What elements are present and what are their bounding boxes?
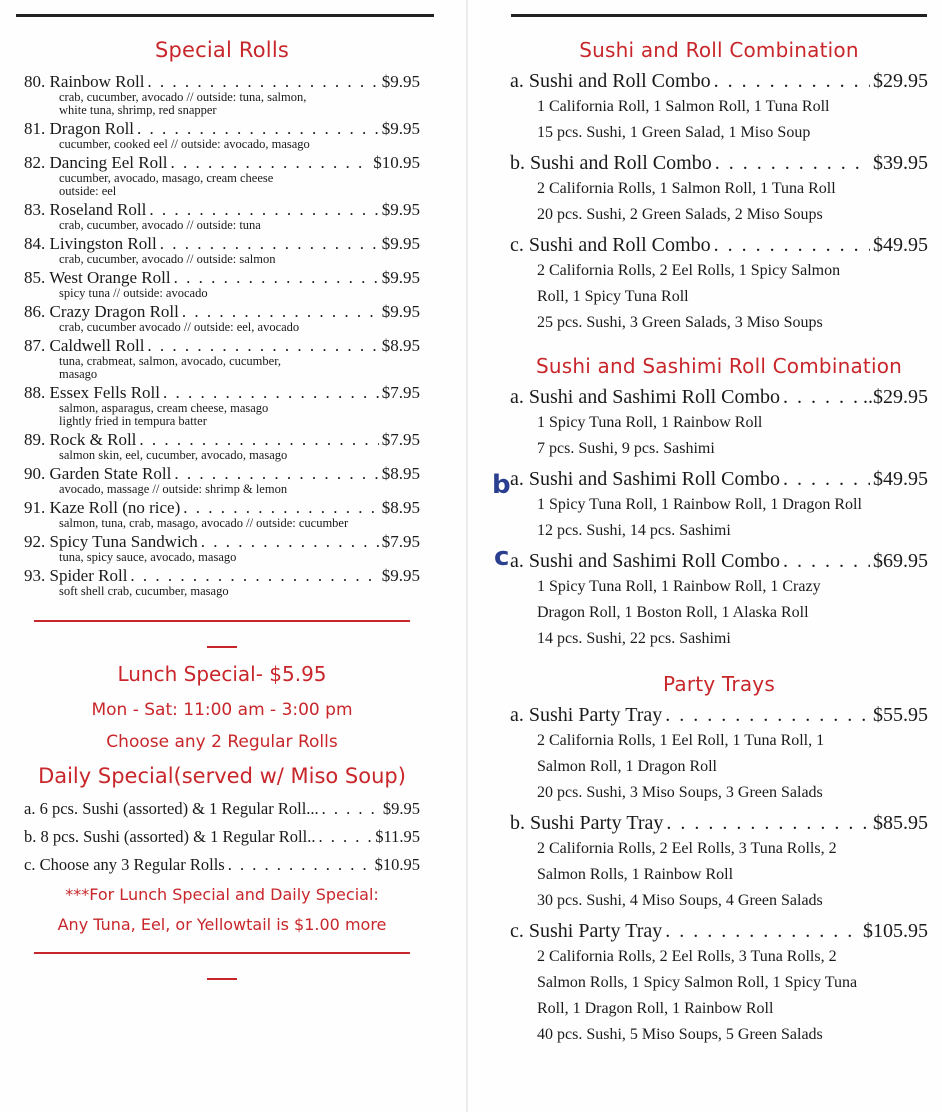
menu-item-line (510, 548, 928, 574)
page-fold (466, 0, 468, 1112)
dot-leader (139, 430, 378, 449)
menu-item-name: 84. Livingston Roll (24, 234, 157, 253)
menu-item-description: crab, cucumber, avocado // outside: salmon (59, 252, 276, 266)
menu-item-description: 1 Spicy Tuna Roll, 1 Rainbow Roll, 1 Dragon Roll (537, 496, 862, 513)
menu-item-name: 80. Rainbow Roll (24, 72, 145, 91)
menu-item-line (24, 852, 420, 878)
dot-leader (715, 150, 870, 176)
menu-item-line (24, 796, 420, 822)
menu-item-description: salmon, tuna, crab, masago, avocado // outside: cucumber (59, 516, 349, 530)
party-trays-list (510, 702, 928, 1048)
menu-item-name: 88. Essex Fells Roll (24, 383, 161, 402)
menu-item (24, 566, 420, 598)
menu-item-price: $9.95 (381, 268, 420, 287)
menu-item-name: 83. Roseland Roll (24, 200, 147, 219)
menu-item (510, 466, 928, 544)
menu-item-name: 87. Caldwell Roll (24, 336, 145, 355)
dot-leader (666, 810, 870, 836)
menu-item-description: outside: eel (59, 184, 117, 198)
dot-leader (163, 383, 379, 402)
dot-leader (714, 232, 870, 258)
menu-item-description: spicy tuna // outside: avocado (59, 286, 208, 300)
menu-item-line (510, 68, 928, 94)
menu-item-name: 85. West Orange Roll (24, 268, 171, 287)
menu-item-name: 82. Dancing Eel Roll (24, 153, 168, 172)
menu-item (24, 119, 420, 151)
menu-item-line (24, 566, 420, 585)
dot-leader (147, 72, 378, 91)
menu-item-description: crab, cucumber, avocado // outside: tuna (59, 218, 261, 232)
menu-item-price: $9.95 (382, 799, 420, 818)
menu-item-price: $49.95 (873, 234, 928, 256)
menu-item (510, 810, 928, 914)
menu-item-name: a. 6 pcs. Sushi (assorted) & 1 Regular Roll... (24, 799, 319, 818)
left-column (24, 38, 420, 980)
menu-item (24, 268, 420, 300)
handwritten-c: c (494, 542, 510, 572)
menu-item (510, 702, 928, 806)
menu-item-line (24, 383, 420, 402)
menu-item-line (510, 466, 928, 492)
menu-item (24, 464, 420, 496)
dot-leader (183, 498, 379, 517)
red-divider (34, 620, 410, 622)
top-rule-left (16, 14, 434, 17)
menu-item-description: 2 California Rolls, 2 Eel Rolls, 3 Tuna Rolls, 2 (537, 948, 837, 965)
dot-leader (783, 466, 870, 492)
dot-leader (318, 824, 372, 850)
menu-item-description: 20 pcs. Sushi, 3 Miso Soups, 3 Green Salads (537, 784, 823, 801)
lunch-choose: Choose any 2 Regular Rolls (106, 732, 338, 752)
red-dash-bottom (207, 978, 237, 980)
handwritten-b: b (492, 470, 511, 500)
menu-item-description: tuna, spicy sauce, avocado, masago (59, 550, 237, 564)
menu-item-description: avocado, massage // outside: shrimp & lemon (59, 482, 288, 496)
menu-item-price: $8.95 (381, 464, 420, 483)
menu-item-name: a. Sushi and Sashimi Roll Combo (510, 386, 781, 408)
menu-item-name: 91. Kaze Roll (no rice) (24, 498, 181, 517)
menu-item (510, 150, 928, 228)
menu-item-price: $9.95 (381, 200, 420, 219)
sushi-sashimi-combo-title: Sushi and Sashimi Roll Combination (535, 354, 903, 378)
dot-leader (201, 532, 379, 551)
menu-item-name: a. Sushi and Sashimi Roll Combo (510, 468, 781, 490)
menu-item-price: $11.95 (375, 827, 420, 846)
dot-leader (714, 68, 870, 94)
menu-item-price: $9.95 (381, 234, 420, 253)
menu-item-line (510, 918, 928, 944)
menu-item-description: 14 pcs. Sushi, 22 pcs. Sashimi (537, 630, 731, 647)
menu-item-price: $9.95 (381, 119, 420, 138)
menu-item (24, 234, 420, 266)
dot-leader (160, 234, 379, 253)
menu-item-line (510, 384, 928, 410)
menu-item-line (24, 336, 420, 355)
special-rolls-list (24, 72, 420, 598)
dot-leader (182, 302, 379, 321)
menu-item-description: 15 pcs. Sushi, 1 Green Salad, 1 Miso Soup (537, 124, 811, 141)
menu-item (24, 430, 420, 462)
menu-item-line (510, 702, 928, 728)
menu-item-line (24, 119, 420, 138)
menu-item-name: 93. Spider Roll (24, 566, 128, 585)
menu-item-name: 92. Spicy Tuna Sandwich (24, 532, 198, 551)
dot-leader (149, 200, 378, 219)
menu-item-line (24, 200, 420, 219)
menu-item-description: masago (59, 367, 98, 381)
menu-item-price: $10.95 (373, 153, 420, 172)
menu-item (510, 232, 928, 336)
menu-item-price: $49.95 (873, 468, 928, 490)
dot-leader (174, 268, 379, 287)
menu-item-description: Salmon Rolls, 1 Rainbow Roll (537, 866, 734, 883)
menu-item-description: 40 pcs. Sushi, 5 Miso Soups, 5 Green Salads (537, 1026, 823, 1043)
menu-item-description: crab, cucumber, avocado // outside: tuna, salmon, (59, 90, 307, 104)
menu-item-name: 89. Rock & Roll (24, 430, 137, 449)
menu-item (510, 548, 928, 652)
daily-special-list (24, 796, 420, 878)
menu-item-description: soft shell crab, cucumber, masago (59, 584, 229, 598)
menu-item-description: 2 California Rolls, 2 Eel Rolls, 1 Spicy Salmon (537, 262, 841, 279)
menu-item-price: $69.95 (873, 550, 928, 572)
dot-leader (322, 796, 380, 822)
menu-item (24, 72, 420, 117)
menu-item-description: Salmon Roll, 1 Dragon Roll (537, 758, 717, 775)
menu-item-name: 86. Crazy Dragon Roll (24, 302, 179, 321)
dot-leader (783, 548, 870, 574)
menu-item (24, 796, 420, 822)
menu-item-price: $8.95 (381, 336, 420, 355)
menu-item-name: a. Sushi Party Tray (510, 704, 663, 726)
lunch-note-1: ***For Lunch Special and Daily Special: (65, 885, 379, 904)
menu-item-line (24, 824, 420, 850)
menu-item (510, 918, 928, 1048)
top-rule-right (511, 14, 927, 17)
menu-item-description: 1 Spicy Tuna Roll, 1 Rainbow Roll (537, 414, 763, 431)
menu-item-description: cucumber, avocado, masago, cream cheese (59, 171, 274, 185)
dot-leader (137, 119, 379, 138)
menu-item-name: c. Sushi and Roll Combo (510, 234, 711, 256)
menu-item-name: 90. Garden State Roll (24, 464, 172, 483)
red-dash (207, 646, 237, 648)
menu-item-line (24, 234, 420, 253)
menu-item-name: a. Sushi and Roll Combo (510, 70, 711, 92)
menu-item-description: 25 pcs. Sushi, 3 Green Salads, 3 Miso Soups (537, 314, 823, 331)
lunch-note-2: Any Tuna, Eel, or Yellowtail is $1.00 more (57, 915, 387, 934)
menu-item-name: c. Choose any 3 Regular Rolls (24, 855, 225, 874)
daily-special-title: Daily Special(served w/ Miso Soup) (38, 764, 406, 788)
sushi-roll-combo-title: Sushi and Roll Combination (579, 38, 859, 62)
menu-item-description: Dragon Roll, 1 Boston Roll, 1 Alaska Roll (537, 604, 809, 621)
menu-item-description: crab, cucumber avocado // outside: eel, avocado (59, 320, 300, 334)
sushi-roll-combo-list (510, 68, 928, 336)
menu-item-description: 1 California Roll, 1 Salmon Roll, 1 Tuna Roll (537, 98, 830, 115)
menu-item-line (24, 302, 420, 321)
menu-item-name: c. Sushi Party Tray (510, 920, 663, 942)
lunch-hours: Mon - Sat: 11:00 am - 3:00 pm (91, 700, 353, 720)
menu-item-name: b. Sushi Party Tray (510, 812, 664, 834)
menu-item-line (24, 532, 420, 551)
menu-item (24, 824, 420, 850)
dot-leader (665, 918, 860, 944)
menu-item-line (24, 498, 420, 517)
menu-item (24, 852, 420, 878)
menu-item-description: salmon, asparagus, cream cheese, masago (59, 401, 269, 415)
menu-item (24, 302, 420, 334)
menu-item-description: Salmon Rolls, 1 Spicy Salmon Roll, 1 Spicy Tuna (537, 974, 858, 991)
menu-item (24, 200, 420, 232)
red-divider-bottom (34, 952, 410, 954)
dot-leader (783, 384, 860, 410)
menu-item-description: 2 California Rolls, 2 Eel Rolls, 3 Tuna Rolls, 2 (537, 840, 837, 857)
menu-item-line (24, 430, 420, 449)
menu-item (24, 383, 420, 428)
menu-item-price: $39.95 (873, 152, 928, 174)
menu-item-description: cucumber, cooked eel // outside: avocado, masago (59, 137, 310, 151)
menu-item (24, 336, 420, 381)
menu-item (24, 153, 420, 198)
menu-item-price: $9.95 (381, 302, 420, 321)
dot-leader (130, 566, 378, 585)
menu-item (24, 532, 420, 564)
menu-item-price: $29.95 (873, 70, 928, 92)
menu-item-name: b. 8 pcs. Sushi (assorted) & 1 Regular Roll.. (24, 827, 316, 846)
menu-item-name: a. Sushi and Sashimi Roll Combo (510, 550, 781, 572)
menu-item-line (24, 72, 420, 91)
menu-item-line (24, 153, 420, 172)
special-rolls-title: Special Rolls (154, 38, 290, 62)
menu-item-price: ..$29.95 (863, 386, 928, 408)
menu-item-price: $105.95 (863, 920, 928, 942)
menu-item-description: white tuna, shrimp, red snapper (59, 103, 217, 117)
menu-item-name: b. Sushi and Roll Combo (510, 152, 712, 174)
menu-item-price: $8.95 (381, 498, 420, 517)
right-column (510, 38, 928, 1052)
menu-item-description: 2 California Rolls, 1 Salmon Roll, 1 Tuna Roll (537, 180, 836, 197)
menu-item-description: 30 pcs. Sushi, 4 Miso Soups, 4 Green Salads (537, 892, 823, 909)
dot-leader (228, 852, 372, 878)
menu-item-description: 7 pcs. Sushi, 9 pcs. Sashimi (537, 440, 715, 457)
menu-item-line (24, 464, 420, 483)
menu-item-description: 2 California Rolls, 1 Eel Roll, 1 Tuna Roll, 1 (537, 732, 825, 749)
menu-item-price: $9.95 (381, 72, 420, 91)
menu-item-description: 20 pcs. Sushi, 2 Green Salads, 2 Miso Soups (537, 206, 823, 223)
menu-item-price: $7.95 (381, 383, 420, 402)
lunch-special-title: Lunch Special- $5.95 (117, 662, 327, 686)
party-trays-title: Party Trays (663, 672, 775, 696)
menu-item-line (510, 150, 928, 176)
dot-leader (171, 153, 371, 172)
menu-item-line (510, 232, 928, 258)
menu-item-price: $9.95 (381, 566, 420, 585)
menu-item-description: lightly fried in tempura batter (59, 414, 207, 428)
menu-item-price: $10.95 (374, 855, 420, 874)
dot-leader (665, 702, 870, 728)
dot-leader (174, 464, 378, 483)
menu-item-price: $55.95 (873, 704, 928, 726)
menu-item (510, 68, 928, 146)
menu-item-price: $7.95 (381, 430, 420, 449)
menu-item (510, 384, 928, 462)
sushi-sashimi-combo-list (510, 384, 928, 652)
menu-item-name: 81. Dragon Roll (24, 119, 135, 138)
menu-item-line (510, 810, 928, 836)
menu-item (24, 498, 420, 530)
menu-item-description: Roll, 1 Dragon Roll, 1 Rainbow Roll (537, 1000, 774, 1017)
menu-item-price: $85.95 (873, 812, 928, 834)
menu-item-description: 12 pcs. Sushi, 14 pcs. Sashimi (537, 522, 731, 539)
dot-leader (147, 336, 378, 355)
menu-item-description: Roll, 1 Spicy Tuna Roll (537, 288, 689, 305)
menu-item-description: tuna, crabmeat, salmon, avocado, cucumber, (59, 354, 281, 368)
menu-item-description: 1 Spicy Tuna Roll, 1 Rainbow Roll, 1 Crazy (537, 578, 821, 595)
menu-item-price: $7.95 (381, 532, 420, 551)
menu-item-line (24, 268, 420, 287)
menu-item-description: salmon skin, eel, cucumber, avocado, masago (59, 448, 288, 462)
